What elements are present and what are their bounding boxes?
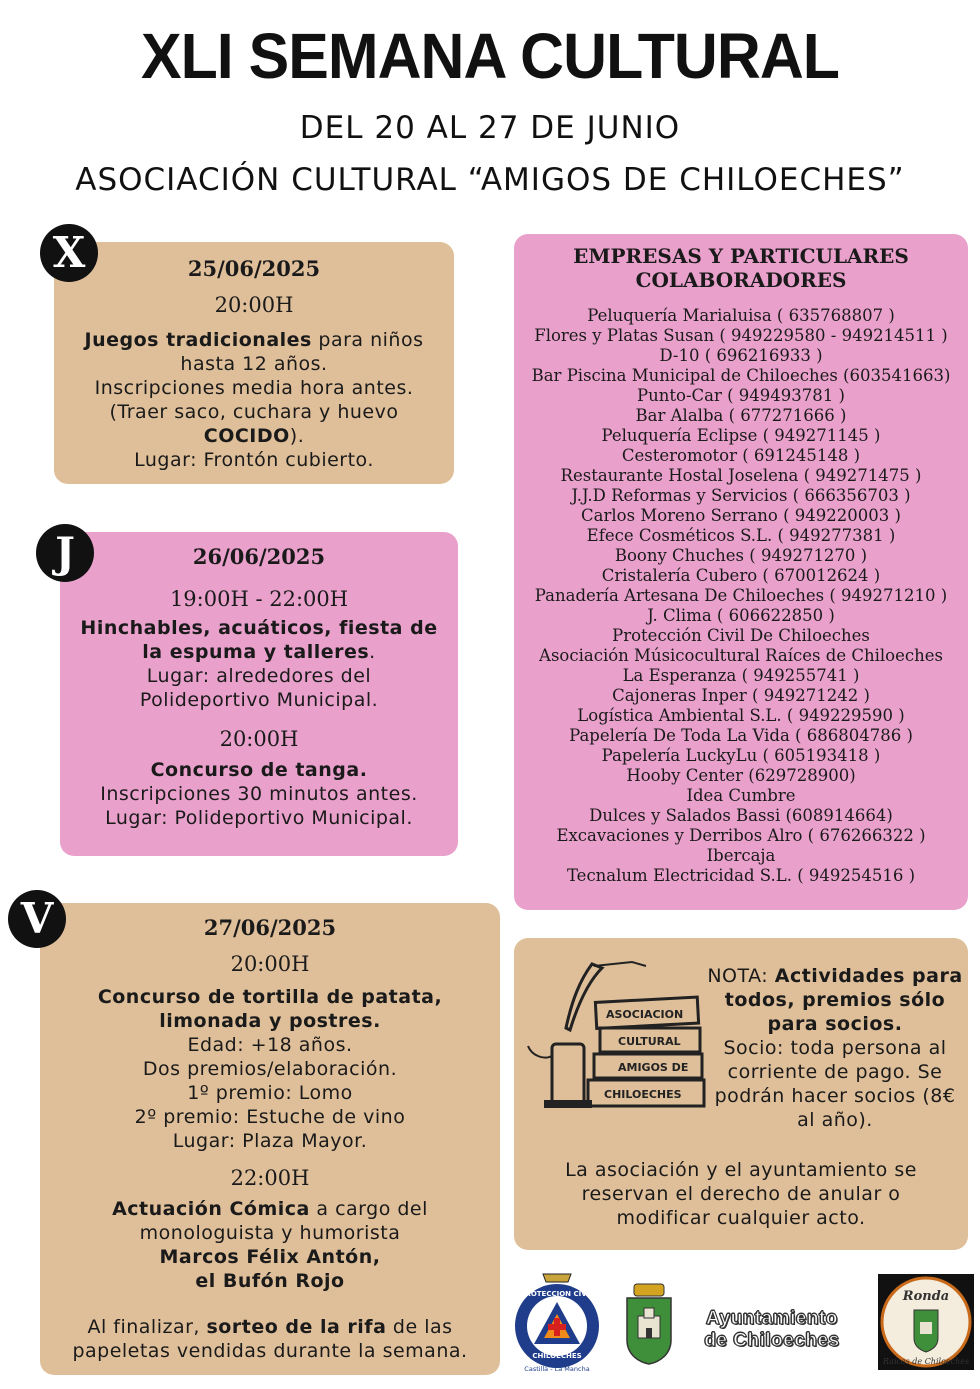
friday-badge: V (8, 890, 66, 948)
thursday-badge: J (36, 524, 94, 582)
wednesday-badge: X (40, 224, 98, 282)
civil-protection-logo (510, 1272, 604, 1372)
sponsor-item: Efece Cosméticos S.L. ( 949277381 ) (586, 526, 896, 545)
thursday-time-2: 20:00H (219, 727, 299, 751)
sponsor-item: Papelería LuckyLu ( 605193418 ) (601, 746, 881, 765)
wednesday-event-bring-bold: COCIDO (203, 425, 290, 447)
friday-event-1-prize-2: 2º premio: Estuche de vino (134, 1106, 406, 1128)
sponsor-item: Panadería Artesana De Chiloeches ( 949271210 ) (534, 586, 948, 605)
sponsor-item: Dulces y Salados Bassi (608914664) (589, 806, 893, 825)
association-name: ASOCIACIÓN CULTURAL “AMIGOS DE CHILOECHES” (75, 162, 905, 198)
sponsor-item: Boony Chuches ( 949271270 ) (614, 546, 868, 565)
note-disclaimer: La asociación y el ayuntamiento se reservan el derecho de anular o modificar cualquier acto. (565, 1159, 917, 1229)
friday-event-2-title: Actuación Cómica (112, 1198, 310, 1220)
thursday-event-1-title-end: . (369, 641, 376, 663)
ayuntamiento-logo (682, 1308, 862, 1352)
ayuntamiento-line-2: de Chiloeches (704, 1330, 840, 1351)
thursday-date: 26/06/2025 (192, 544, 326, 569)
ronda-raices-logo (878, 1274, 974, 1370)
sponsors-title (514, 244, 968, 292)
thursday-event-2-place: Lugar: Polideportivo Municipal. (105, 807, 413, 829)
page-title: XLI SEMANA CULTURAL (141, 20, 839, 92)
ronda-top-text: Ronda (902, 1289, 950, 1304)
sponsor-item: Peluquería Eclipse ( 949271145 ) (601, 426, 881, 445)
sponsor-item: Protección Civil De Chiloeches (612, 626, 870, 645)
book-label-3: AMIGOS DE (618, 1061, 689, 1074)
sponsor-item: Idea Cumbre (686, 786, 796, 805)
sponsor-item: Restaurante Hostal Joselena ( 949271475 ) (560, 466, 922, 485)
friday-closing (40, 1315, 500, 1363)
sponsor-item: Flores y Platas Susan ( 949229580 - 949214511 ) (534, 326, 948, 345)
wednesday-event-place: Lugar: Frontón cubierto. (134, 449, 374, 471)
sponsor-item: Tecnalum Electricidad S.L. ( 949254516 ) (566, 866, 916, 885)
sponsor-item: Bar Piscina Municipal de Chiloeches (603541663) (531, 366, 951, 385)
friday-time-1: 20:00H (230, 952, 310, 976)
thursday-event-2-signup: Inscripciones 30 minutos antes. (100, 783, 418, 805)
civil-protection-mid-text: CHILOECHES (532, 1352, 582, 1360)
thursday-card (60, 532, 458, 856)
wednesday-card (54, 242, 454, 484)
friday-event-2-desc: a cargo del monologuista y humorista (139, 1198, 428, 1244)
friday-event-2-performer: Marcos Félix Antón, (159, 1246, 381, 1268)
friday-event-1-prizes: Dos premios/elaboración. (142, 1058, 398, 1080)
book-label-4: CHILOECHES (604, 1088, 682, 1101)
sponsor-item: Logística Ambiental S.L. ( 949229590 ) (577, 706, 905, 725)
ronda-bottom-text: Raíces de Chiloeches (882, 1357, 970, 1366)
ayuntamiento-line-1: Ayuntamiento (706, 1308, 838, 1329)
thursday-event-2 (60, 758, 458, 830)
friday-time-2: 22:00H (230, 1166, 310, 1190)
friday-date: 27/06/2025 (203, 915, 337, 940)
friday-event-2 (40, 1197, 500, 1293)
civil-protection-bottom-text: Castilla - La Mancha (524, 1365, 590, 1372)
note-socio: Socio: toda persona al corriente de pago. Se podrán hacer socios (8€ al año). (714, 1037, 956, 1131)
date-range: DEL 20 AL 27 DE JUNIO (299, 110, 681, 146)
sponsor-item: Cristalería Cubero ( 670012624 ) (601, 566, 881, 585)
friday-event-1-age: Edad: +18 años. (187, 1034, 353, 1056)
sponsor-item: Hooby Center (629728900) (626, 766, 856, 785)
wednesday-event-bring: (Traer saco, cuchara y huevo (109, 401, 399, 423)
sponsors-card (514, 234, 968, 910)
friday-event-1-prize-1: 1º premio: Lomo (187, 1082, 353, 1104)
wednesday-event (54, 328, 454, 472)
wednesday-event-signup: Inscripciones media hora antes. (94, 377, 414, 399)
wednesday-event-audience: para niños hasta 12 años. (180, 329, 424, 375)
friday-event-1-place: Lugar: Plaza Mayor. (172, 1130, 368, 1152)
note-bold: Actividades para todos, premios sólo para socios. (724, 965, 963, 1035)
note-label: NOTA: (707, 965, 775, 987)
sponsor-item: Carlos Moreno Serrano ( 949220003 ) (581, 506, 901, 525)
wednesday-event-bring-end: ). (289, 425, 305, 447)
friday-closing-raffle: sorteo de la rifa (206, 1316, 387, 1338)
sponsor-item: Peluquería Marialuisa ( 635768807 ) (587, 306, 895, 325)
friday-event-1 (40, 985, 500, 1153)
friday-card (40, 903, 500, 1375)
sponsor-item: J.J.D Reformas y Servicios ( 666356703 ) (571, 486, 911, 505)
sponsors-title-line-1: EMPRESAS Y PARTICULARES (573, 244, 909, 268)
sponsor-item: Excavaciones y Derribos Alro ( 676266322 ) (556, 826, 926, 845)
friday-event-1-title: Concurso de tortilla de patata, limonada y postres. (97, 986, 443, 1032)
book-label-1: ASOCIACION (606, 1008, 684, 1021)
friday-closing-post: de las papeletas vendidas durante la semana. (72, 1316, 468, 1362)
sponsor-item: Cesteromotor ( 691245148 ) (621, 446, 861, 465)
note-card (514, 938, 968, 1250)
friday-event-2-alias: el Bufón Rojo (195, 1270, 345, 1292)
sponsor-item: Bar Alalba ( 677271666 ) (635, 406, 847, 425)
thursday-time-1: 19:00H - 22:00H (169, 587, 349, 611)
note-text (704, 964, 966, 1132)
sponsor-item: La Esperanza ( 949255741 ) (622, 666, 860, 685)
wednesday-date: 25/06/2025 (187, 256, 321, 281)
sponsor-item: Ibercaja (706, 846, 776, 865)
sponsor-item: Punto-Car ( 949493781 ) (637, 386, 845, 405)
sponsor-item: D-10 ( 696216933 ) (659, 346, 823, 365)
sponsors-title-line-2: COLABORADORES (635, 268, 847, 292)
sponsor-item: Papelería De Toda La Vida ( 686804786 ) (569, 726, 913, 745)
thursday-event-2-title: Concurso de tanga. (150, 759, 368, 781)
sponsor-item: Cajoneras Inper ( 949271242 ) (612, 686, 870, 705)
chiloeches-shield-logo (624, 1282, 674, 1366)
thursday-event-1-place: Lugar: alrededores del Polideportivo Municipal. (139, 665, 379, 711)
wednesday-time: 20:00H (214, 293, 294, 317)
thursday-event-1 (60, 616, 458, 712)
book-label-2: CULTURAL (618, 1035, 681, 1048)
wednesday-event-title: Juegos tradicionales (84, 329, 312, 351)
sponsor-item: Asociación Músicocultural Raíces de Chiloeches (539, 646, 943, 665)
civil-protection-top-text: PROTECCION CIVIL (520, 1290, 594, 1298)
thursday-event-1-title: Hinchables, acuáticos, fiesta de la espuma y talleres (80, 617, 438, 663)
books-illustration (522, 960, 714, 1112)
sponsors-list (514, 306, 968, 886)
sponsor-item: J. Clima ( 606622850 ) (647, 606, 835, 625)
friday-closing-pre: Al finalizar, (87, 1316, 207, 1338)
